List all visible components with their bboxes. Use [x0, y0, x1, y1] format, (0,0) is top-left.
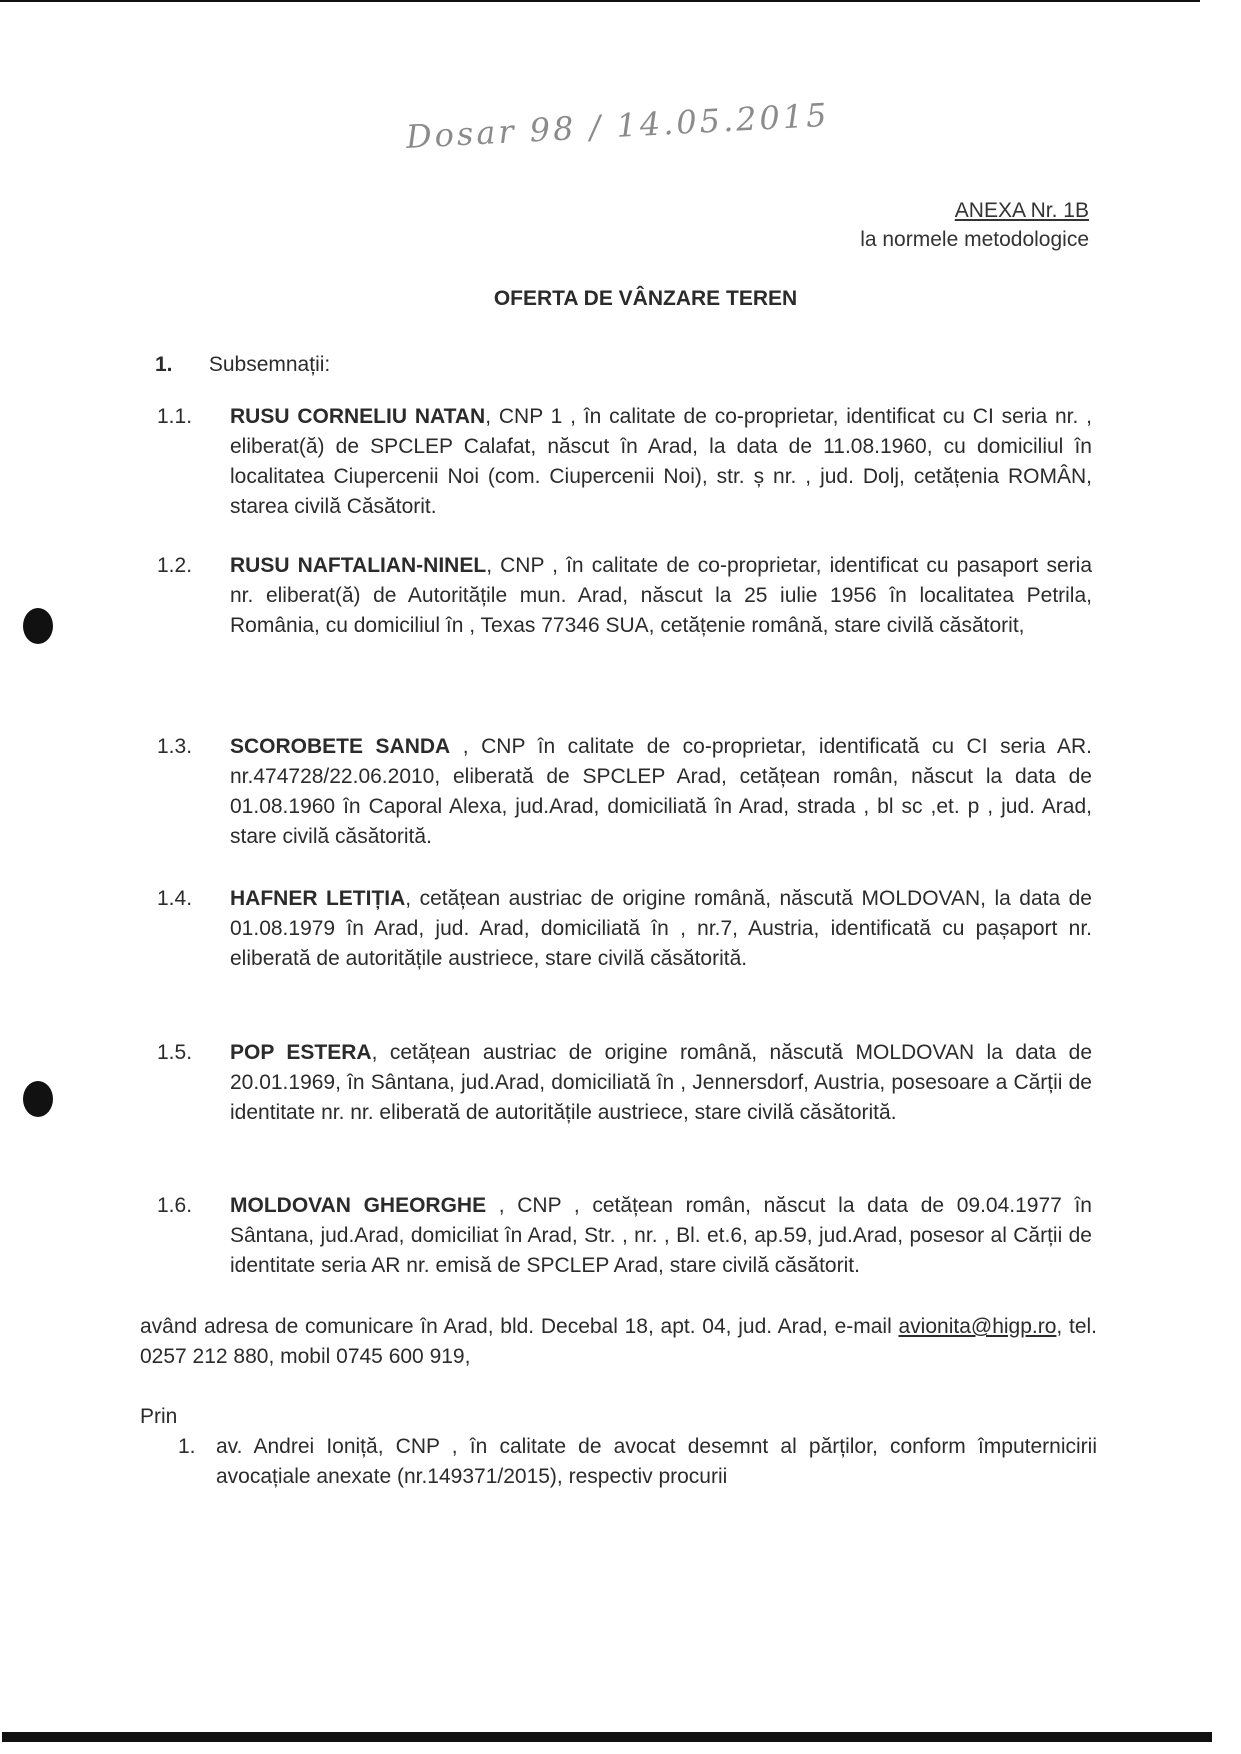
party-name: MOLDOVAN GHEORGHE [230, 1194, 487, 1217]
party-name: SCOROBETE SANDA [230, 735, 451, 758]
party-number: 1.5. [157, 1041, 193, 1064]
document-title: OFERTA DE VÂNZARE TEREN [493, 287, 798, 310]
party-number: 1.6. [157, 1194, 193, 1217]
party-1-5 [157, 1038, 1092, 1128]
party-number: 1.1. [157, 405, 193, 428]
party-name: HAFNER LETIȚIA [230, 887, 406, 910]
annex-number: ANEXA Nr. 1B [954, 199, 1089, 222]
party-1-6 [157, 1191, 1092, 1281]
bottom-scan-edge [2, 1732, 1212, 1742]
party-1-1 [157, 402, 1092, 522]
party-number: 1.2. [157, 554, 193, 577]
top-scan-edge [0, 0, 1200, 2]
party-details: , CNP , cetățean român, născut la data de 09.04.1977 în Sântana, jud.Arad, domiciliat în Arad, Str. , nr. , Bl. et.6, ap.59, jud.Arad, posesor al Cărții de identitate seria AR nr. emisă de SPCLEP Arad, stare civilă căsătorit. [230, 1194, 1092, 1277]
party-1-2 [157, 551, 1092, 641]
party-details: , CNP , în calitate de co-proprietar, identificat cu pasaport seria nr. eliberat(ă) de Autoritățile mun. Arad, născut la 25 iulie 1956 în localitatea Petrila, România, cu domiciliul în , Texas 77346 SUA, cetățenie română, stare civilă căsătorit, [230, 554, 1093, 637]
phone-text: , tel. 0257 212 880, mobil 0745 600 919, [140, 1315, 1098, 1368]
party-number: 1.3. [157, 735, 193, 758]
section-heading [155, 353, 330, 377]
annex-subtitle: la normele metodologice [860, 228, 1089, 251]
party-1-4 [157, 884, 1092, 974]
party-1-3 [157, 732, 1092, 852]
representative-text: av. Andrei Ioniță, CNP , în calitate de avocat desemnt al părților, conform împuternicirii avocațiale anexate (nr.149371/2015), respectiv procurii [216, 1435, 1097, 1488]
party-name: POP ESTERA [230, 1041, 372, 1064]
punch-hole-top [23, 608, 53, 644]
party-name: RUSU NAFTALIAN-NINEL [230, 554, 487, 577]
representative-number: 1. [178, 1435, 196, 1458]
party-details: , CNP în calitate de co-proprietar, identificată cu CI seria AR. nr.474728/22.06.2010, eliberată de SPCLEP Arad, cetățean român, născut la data de 01.08.1960 în Caporal Alexa, jud.Arad, domiciliată în Arad, strada , bl sc ,et. p , jud. Arad, stare civilă căsătorită. [230, 735, 1093, 848]
party-details: , CNP 1 , în calitate de co-proprietar, identificat cu CI seria nr. , eliberat(ă) de SPCLEP Calafat, născut în Arad, la data de 11.08.1960, cu domiciliul în localitatea Ciupercenii Noi (com. Ciupercenii Noi), str. ș nr. , jud. Dolj, cetățenia ROMÂN, starea civilă Căsătorit. [230, 405, 1092, 518]
address-text: având adresa de comunicare în Arad, bld. Decebal 18, apt. 04, jud. Arad, e-mail [140, 1315, 899, 1338]
annex-reference [860, 196, 1089, 254]
section-label: Subsemnații: [208, 353, 331, 376]
section-number: 1. [155, 353, 173, 376]
party-details: , cetățean austriac de origine română, născută MOLDOVAN la data de 20.01.1969, în Sântana, jud.Arad, domiciliată în , Jennersdorf, Austria, posesoare a Cărții de identitate nr. nr. eliberată de autoritățile austriece, stare civilă căsătorită. [230, 1041, 1092, 1124]
party-name: RUSU CORNELIU NATAN [230, 405, 486, 428]
prin-label: Prin [140, 1405, 178, 1428]
communication-address [140, 1312, 1097, 1372]
email-link[interactable]: avionita@higp.ro [898, 1315, 1057, 1338]
representative-item [178, 1432, 1097, 1492]
party-number: 1.4. [157, 887, 193, 910]
handwritten-note: Dosar 98 / 14.05.2015 [405, 95, 831, 156]
party-details: , cetățean austriac de origine română, născută MOLDOVAN, la data de 01.08.1979 în Arad, jud. Arad, domiciliată în , nr.7, Austria, identificată cu pașaport nr. eliberată de autoritățile austriece, stare civilă căsătorită. [230, 887, 1092, 970]
punch-hole-bottom [23, 1081, 53, 1117]
